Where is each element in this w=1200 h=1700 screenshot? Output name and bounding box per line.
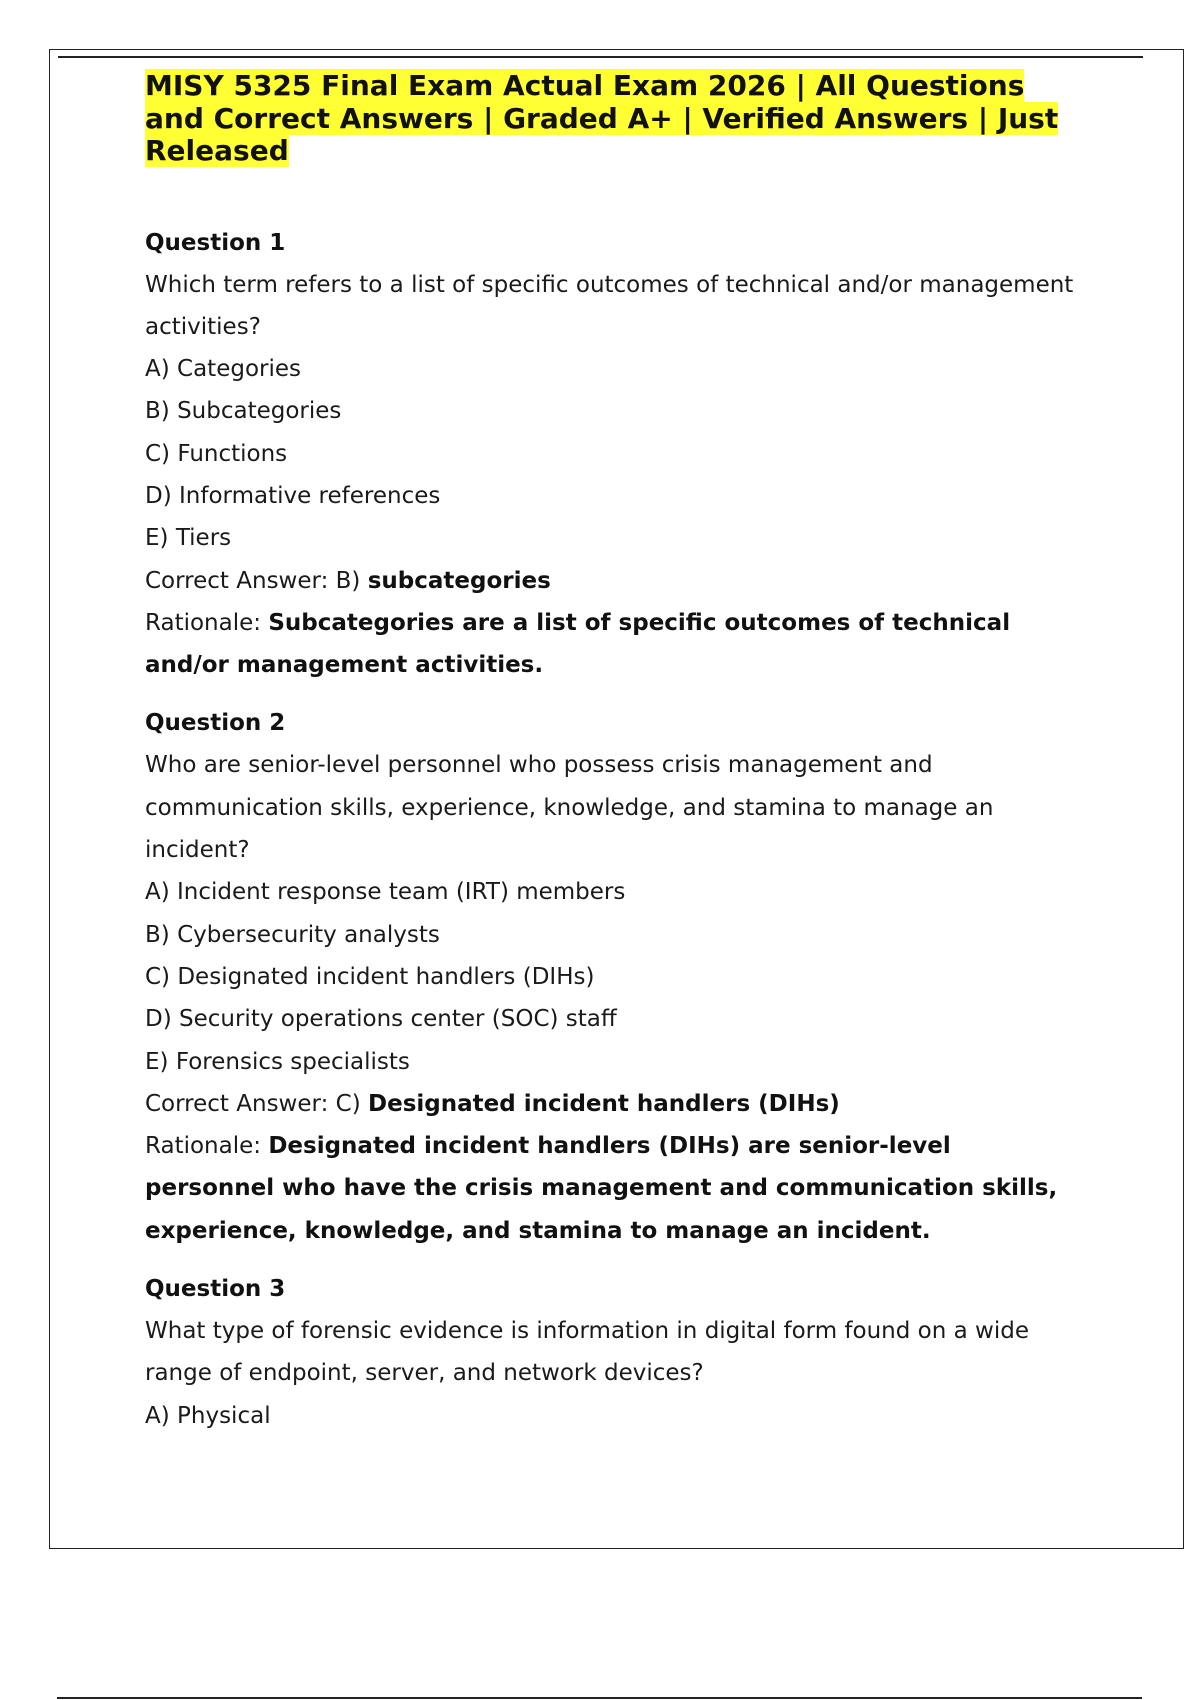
title-highlight: MISY 5325 Final Exam Actual Exam 2026 | All Questions and Correct Answers | Graded A+ | Verified Answers | Just Released	[145, 69, 1059, 167]
correct-answer	[145, 560, 1085, 602]
document-title	[145, 70, 1085, 168]
rationale	[145, 602, 1085, 687]
question-3	[145, 1268, 1085, 1437]
bottom-rule	[57, 1697, 1142, 1699]
option-e: E) Tiers	[145, 525, 232, 552]
question-prompt: What type of forensic evidence is information in digital form found on a wide range of endpoint, server, and network devices?	[145, 1318, 1029, 1387]
question-heading: Question 2	[145, 710, 286, 737]
correct-answer-letter: B)	[335, 567, 361, 594]
option-d: D) Security operations center (SOC) staff	[145, 1006, 617, 1033]
rationale-label: Rationale:	[145, 609, 262, 636]
correct-answer-letter: C)	[335, 1090, 361, 1117]
question-2	[145, 702, 1085, 1252]
option-b: B) Cybersecurity analysts	[145, 921, 440, 948]
option-b: B) Subcategories	[145, 398, 342, 425]
rationale-text: Designated incident handlers (DIHs) are senior-level personnel who have the crisis management and communication skills, experience, knowledge, and stamina to manage an incident.	[145, 1133, 1058, 1244]
option-a: A) Categories	[145, 356, 301, 383]
document-body	[145, 70, 1085, 1437]
correct-answer	[145, 1083, 1085, 1125]
option-d: D) Informative references	[145, 482, 441, 509]
option-c: C) Functions	[145, 440, 288, 467]
option-a: A) Incident response team (IRT) members	[145, 879, 626, 906]
question-heading: Question 1	[145, 229, 286, 256]
rationale-text: Subcategories are a list of specific outcomes of technical and/or management activities.	[145, 609, 1011, 679]
option-c: C) Designated incident handlers (DIHs)	[145, 963, 595, 990]
question-prompt: Which term refers to a list of specific outcomes of technical and/or management activities?	[145, 271, 1074, 340]
correct-answer-text: subcategories	[367, 567, 551, 594]
option-e: E) Forensics specialists	[145, 1048, 410, 1075]
rationale-label: Rationale:	[145, 1133, 262, 1160]
option-a: A) Physical	[145, 1402, 271, 1429]
top-rule	[58, 56, 1143, 58]
rationale	[145, 1125, 1085, 1252]
question-prompt: Who are senior-level personnel who possess crisis management and communication skills, experience, knowledge, and stamina to manage an incident?	[145, 752, 994, 864]
question-1	[145, 222, 1085, 687]
correct-answer-label: Correct Answer:	[145, 567, 329, 594]
correct-answer-text: Designated incident handlers (DIHs)	[368, 1090, 840, 1117]
correct-answer-label: Correct Answer:	[145, 1090, 329, 1117]
question-heading: Question 3	[145, 1276, 286, 1303]
